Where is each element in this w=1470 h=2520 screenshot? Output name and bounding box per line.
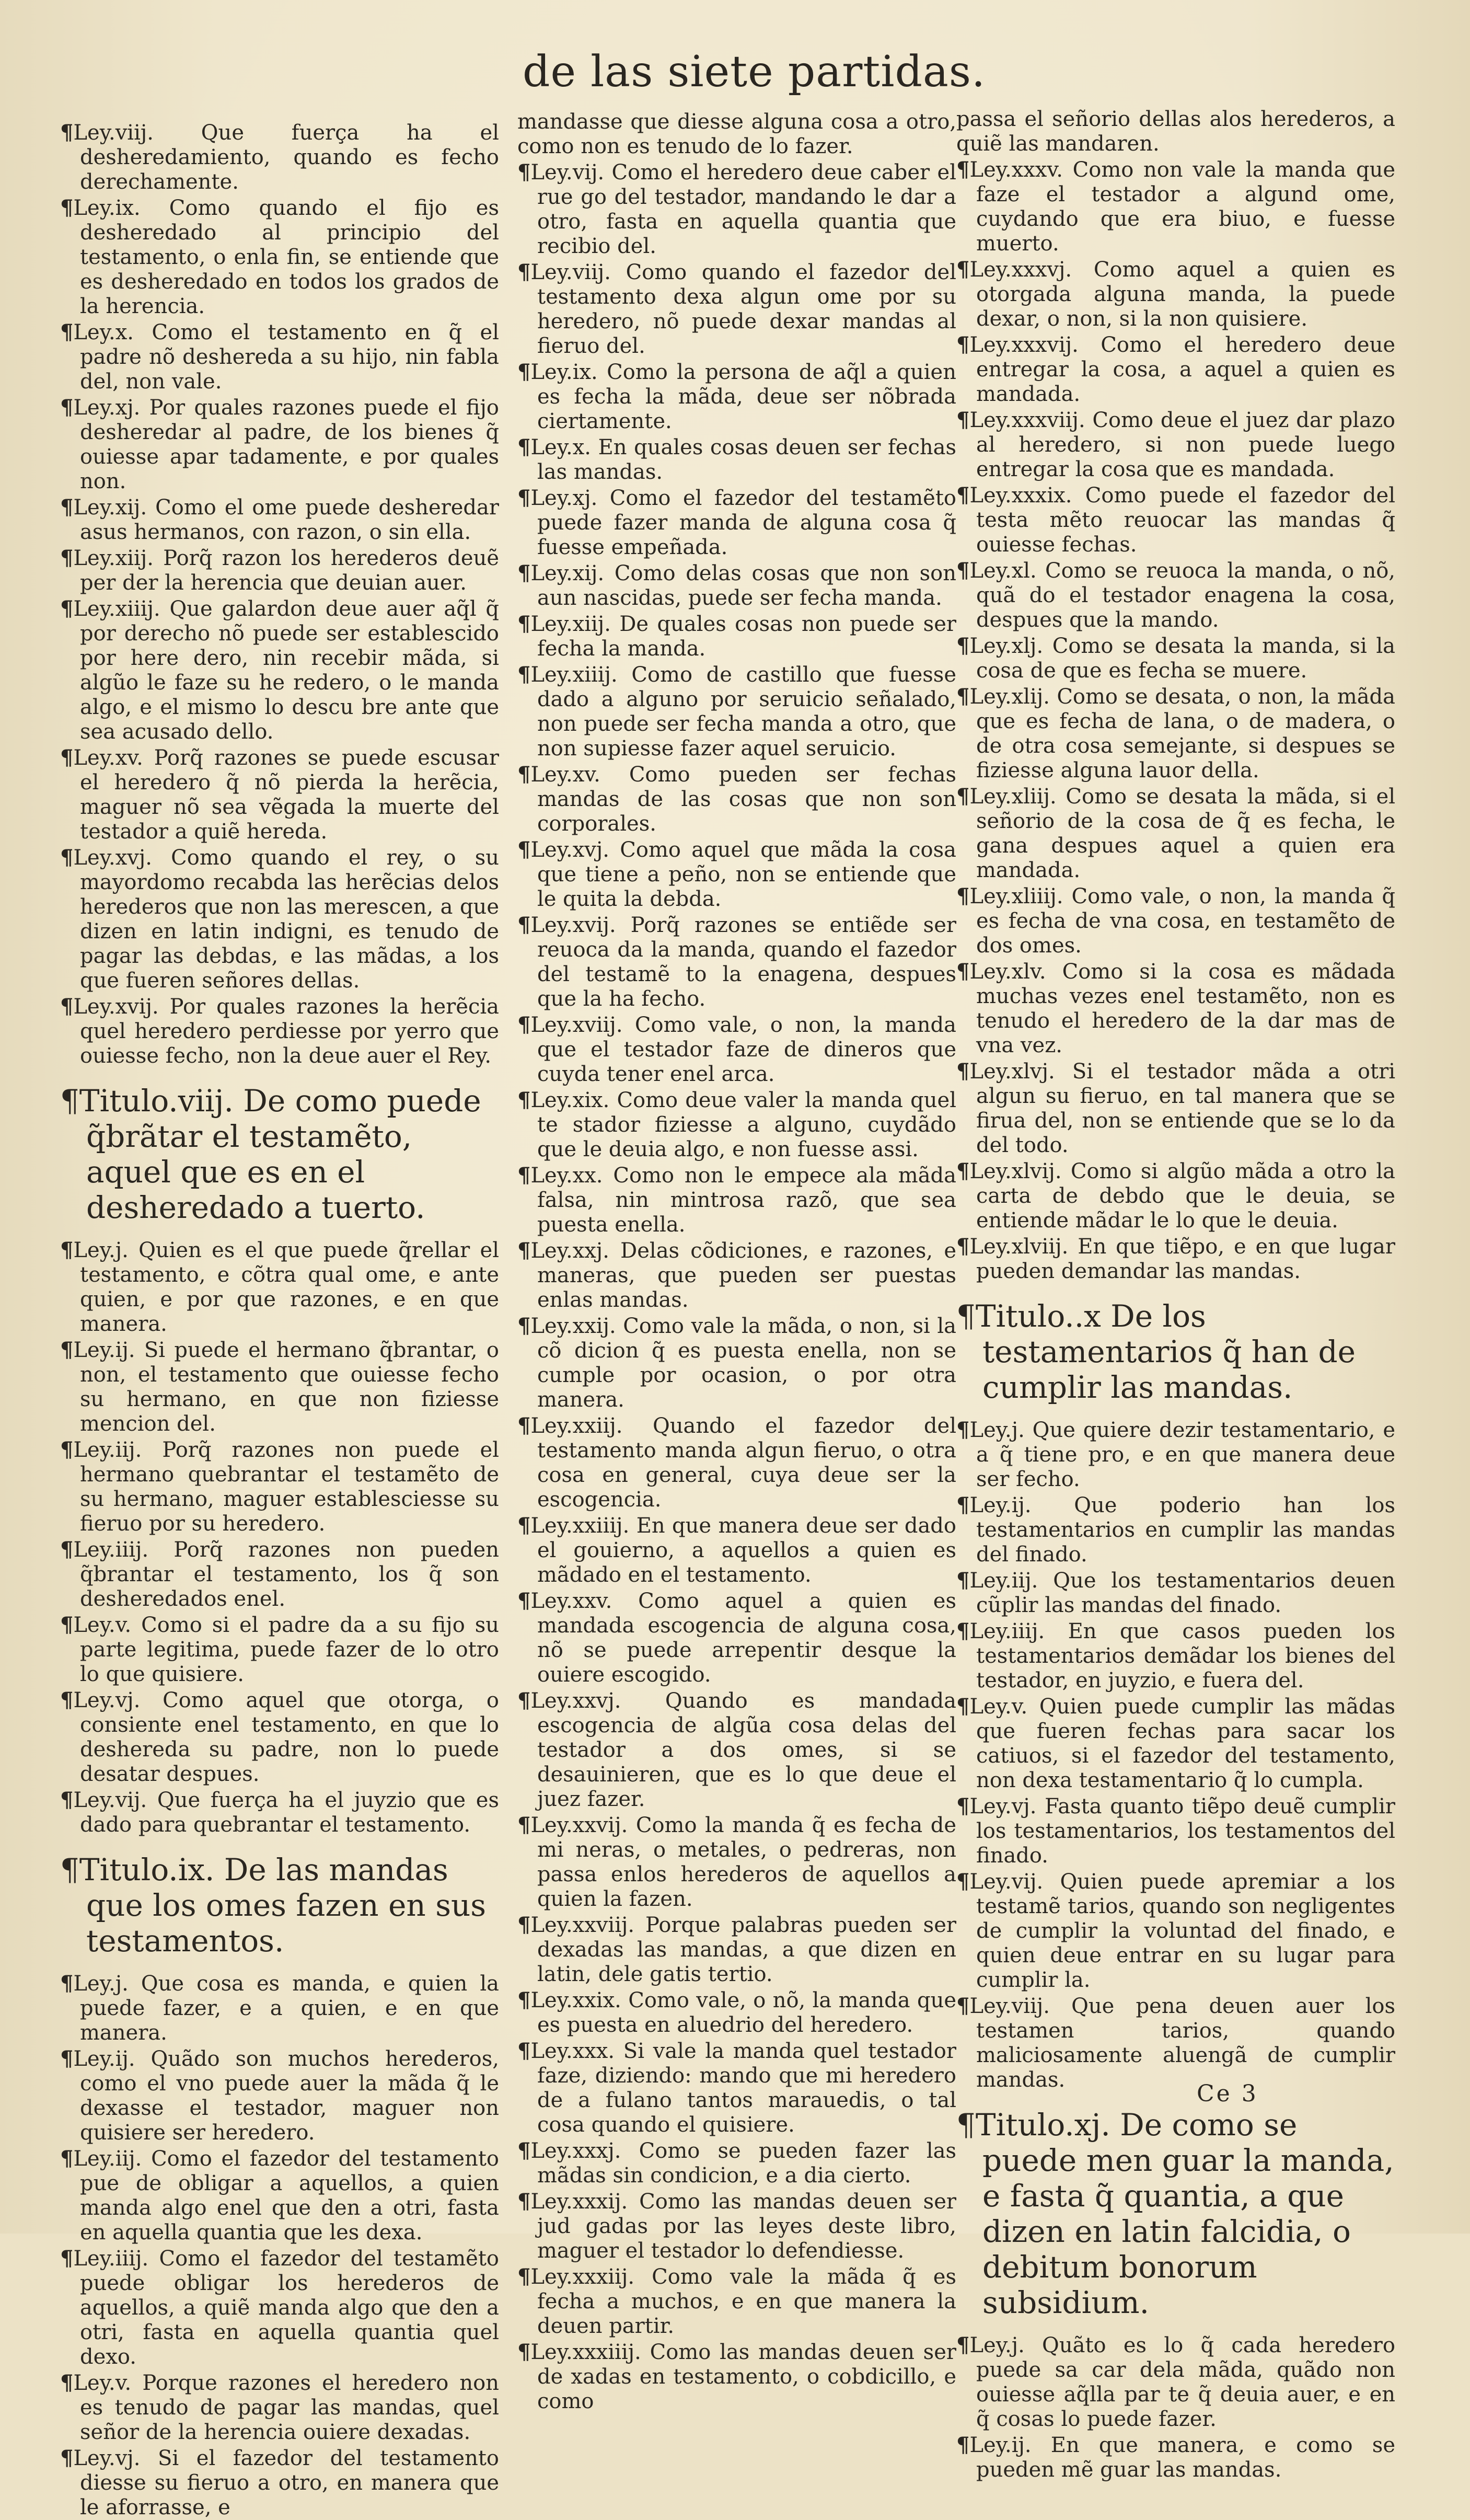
law-entry	[60, 2046, 499, 2145]
law-entry	[517, 837, 956, 912]
entry-text: Ley.xlvij. Como si algũo mãda a otro la carta de debdo que le deuia, se entiende mãdar le lo que le deuia.	[969, 1159, 1395, 1233]
entry-text: Ley.ij. Quãdo son muchos herederos, como el vno puede auer la mãda q̃ le dexasse el testador, maguer non quisiere ser heredero.	[73, 2047, 499, 2145]
law-entry	[956, 558, 1395, 632]
law-entry	[517, 1988, 956, 2038]
pilcrow-icon: ¶	[60, 1788, 74, 1812]
pilcrow-icon: ¶	[956, 884, 970, 908]
pilcrow-icon: ¶	[517, 1913, 531, 1937]
entry-text: Ley.j. Que cosa es manda, e quien la puede fazer, e a quien, e en que manera.	[73, 1972, 499, 2045]
entry-text: Ley.xiiij. Como de castillo que fuesse dado a alguno por seruicio señalado, non puede ser fecha manda a otro, que non supiesse fazer aquel seruicio.	[530, 663, 956, 761]
law-entry	[517, 1163, 956, 1237]
pilcrow-icon: ¶	[956, 157, 970, 182]
pilcrow-icon: ¶	[517, 612, 531, 636]
entry-text: Ley.vj. Fasta quanto tiẽpo deuẽ cumplir los testamentarios, los testamentos del finado.	[969, 1794, 1395, 1868]
law-entry	[956, 884, 1395, 958]
entry-text: Ley.ix. Como quando el fijo es desheredado al principio del testamento, o enla fin, se entiende que es desheredado en todos los grados de la herencia.	[73, 196, 499, 318]
entry-text: Ley.xvij. Porq̃ razones se entiẽde ser reuoca da la manda, quando el fazedor del testamẽ to la enagena, despues que la ha fecho.	[530, 913, 956, 1011]
entry-text: Ley.iij. Porq̃ razones non puede el hermano quebrantar el testamẽto de su hermano, maguer establesciesse su fieruo por su heredero.	[73, 1438, 499, 1536]
entry-text: Ley.xv. Porq̃ razones se puede escusar el heredero q̃ nõ pierda la herẽcia, maguer nõ sea vẽgada la muerte del testador a quiẽ hereda.	[73, 746, 499, 844]
pilcrow-icon: ¶	[60, 2146, 74, 2171]
entry-text: Ley.xx. Como non le empece ala mãda falsa, nin mintrosa razõ, que sea puesta enella.	[530, 1164, 956, 1237]
law-entry	[60, 320, 499, 394]
law-entry	[60, 745, 499, 844]
pilcrow-icon: ¶	[956, 784, 970, 809]
pilcrow-icon: ¶	[956, 1298, 976, 1334]
entry-text: Ley.iiij. Porq̃ razones non pueden q̃brantar el testamento, los q̃ son desheredados enel.	[73, 1538, 499, 1611]
law-entry	[956, 1059, 1395, 1158]
column-left	[60, 120, 499, 2519]
entry-text: Ley.xxj. Delas cõdiciones, e razones, e maneras, que pueden ser puestas enlas mandas.	[530, 1239, 956, 1312]
entry-text: Ley.xix. Como deue valer la manda quel te stador fiziesse a alguno, cuydãdo que le deuia algo, e non fuesse assi.	[530, 1088, 956, 1161]
law-entry	[517, 1913, 956, 1987]
law-entry	[60, 994, 499, 1068]
pilcrow-icon: ¶	[517, 837, 531, 862]
law-entry	[956, 1794, 1395, 1868]
entry-text: Ley.xxv. Como aquel a quien es mandada escogencia de alguna cosa, nõ se puede arrepentir desque la ouiere escogido.	[530, 1589, 956, 1687]
law-entry	[956, 784, 1395, 883]
law-entry	[956, 257, 1395, 331]
law-entry	[517, 1513, 956, 1587]
column-middle	[517, 110, 956, 2413]
entry-text: Ley.xlviij. En que tiẽpo, e en que lugar pueden demandar las mandas.	[969, 1235, 1395, 1283]
entry-text: Ley.xxxj. Como se pueden fazer las mãdas sin condicion, e a dia cierto.	[530, 2139, 956, 2188]
entry-text: Ley.vj. Si el fazedor del testamento diesse su fieruo a otro, en manera que le aforrasse, e	[73, 2446, 499, 2519]
entry-text: Ley.xij. Como el ome puede desheredar asus hermanos, con razon, o sin ella.	[73, 496, 499, 544]
entry-text: Ley.xxxvij. Como el heredero deue entregar la cosa, a aquel a quien es mandada.	[969, 333, 1395, 406]
law-entry	[956, 2333, 1395, 2432]
entry-text: Ley.xlj. Como se desata la manda, si la cosa de que es fecha se muere.	[969, 634, 1395, 683]
law-entry	[517, 435, 956, 485]
entry-text: Ley.xxiij. Quando el fazedor del testamento manda algun fieruo, o otra cosa en general, cuya deue ser la escogencia.	[530, 1414, 956, 1512]
law-entry	[517, 2264, 956, 2339]
pilcrow-icon: ¶	[517, 2138, 531, 2163]
law-entry	[956, 157, 1395, 256]
pilcrow-icon: ¶	[517, 2264, 531, 2289]
pilcrow-icon: ¶	[956, 408, 970, 432]
pilcrow-icon: ¶	[60, 1537, 74, 1562]
pilcrow-icon: ¶	[956, 1869, 970, 1894]
law-entry	[60, 495, 499, 545]
entry-text: Ley.xvj. Como aquel que mãda la cosa que tiene a peño, non se entiende que le quita la debda.	[530, 838, 956, 911]
entry-text: Ley.ij. Que poderio han los testamentarios en cumplir las mandas del finado.	[969, 1493, 1395, 1567]
pilcrow-icon: ¶	[956, 2107, 976, 2143]
pilcrow-icon: ¶	[60, 1437, 74, 1462]
entry-text: Ley.xl. Como se reuoca la manda, o nõ, quã do el testador enagena la cosa, despues que la mando.	[969, 559, 1395, 632]
law-entry	[60, 2146, 499, 2245]
pilcrow-icon: ¶	[956, 1159, 970, 1183]
law-entry	[517, 1813, 956, 1912]
entry-text: Ley.xxxvj. Como aquel a quien es otorgada alguna manda, la puede dexar, o non, si la non quisiere.	[969, 258, 1395, 331]
law-entry	[956, 1568, 1395, 1618]
pilcrow-icon: ¶	[60, 395, 74, 420]
entry-text: Titulo.viij. De como puede q̃brãtar el testamẽto, aquel que es en el desheredado a tuerto.	[79, 1083, 481, 1225]
pilcrow-icon: ¶	[956, 257, 970, 282]
signature-mark: Ce 3	[1197, 2080, 1258, 2107]
entry-text: Ley.xxxiij. Como vale la mãda q̃ es fecha a muchos, e en que manera la deuen partir.	[530, 2265, 956, 2338]
entry-text: Ley.xxvj. Quando es mandada escogencia de algũa cosa delas del testador a dos omes, si se desauinieren, que es lo que deue el juez fazer.	[530, 1689, 956, 1811]
pilcrow-icon: ¶	[956, 558, 970, 583]
pilcrow-icon: ¶	[517, 1088, 531, 1112]
pilcrow-icon: ¶	[517, 762, 531, 787]
pilcrow-icon: ¶	[517, 260, 531, 284]
entry-text: Ley.xiij. De quales cosas non puede ser fecha la manda.	[530, 612, 956, 661]
law-entry	[60, 1437, 499, 1536]
pilcrow-icon: ¶	[956, 2433, 970, 2457]
law-entry	[956, 332, 1395, 407]
law-entry	[60, 596, 499, 744]
pilcrow-icon: ¶	[517, 1988, 531, 2012]
entry-text: Ley.xvj. Como quando el rey, o su mayordomo recabda las herẽcias delos herederos que non las merescen, a que dizen en latin indigni, es tenudo de pagar las debdas, e las mãdas, a los que fueren señores dellas.	[73, 846, 499, 993]
law-entry	[517, 1314, 956, 1412]
pilcrow-icon: ¶	[517, 1314, 531, 1338]
pilcrow-icon: ¶	[60, 120, 74, 145]
pilcrow-icon: ¶	[517, 1163, 531, 1188]
pilcrow-icon: ¶	[956, 1234, 970, 1259]
law-entry	[956, 1619, 1395, 1693]
pilcrow-icon: ¶	[60, 320, 74, 344]
pilcrow-icon: ¶	[956, 1994, 970, 2018]
entry-text: Ley.v. Como si el padre da a su fijo su parte legitima, puede fazer de lo otro lo que quisiere.	[73, 1613, 499, 1686]
entry-text: Ley.xlij. Como se desata, o non, la mãda que es fecha de lana, o de madera, o de otra cosa semejante, si despues se fiziesse alguna lauor della.	[969, 685, 1395, 783]
entry-text: Ley.xxx. Si vale la manda quel testador faze, diziendo: mando que mi heredero de a fulano tantos marauedis, o tal cosa quando el quisiere.	[530, 2039, 956, 2137]
law-entry	[517, 2189, 956, 2263]
law-entry	[517, 612, 956, 661]
law-entry	[517, 2039, 956, 2137]
pilcrow-icon: ¶	[956, 684, 970, 709]
entry-text: Ley.xj. Por quales razones puede el fijo desheredar al padre, de los bienes q̃ ouiesse apar tadamente, e por quales non.	[73, 396, 499, 493]
law-entry	[60, 120, 499, 194]
pilcrow-icon: ¶	[956, 483, 970, 508]
pilcrow-icon: ¶	[956, 2333, 970, 2357]
entry-text: Ley.xvij. Por quales razones la herẽcia quel heredero perdiesse por yerro que ouiesse fecho, non la deue auer el Rey.	[73, 995, 499, 1068]
entry-text: Ley.vj. Como aquel que otorga, o consiente enel testamento, en que lo deshereda su padre, non lo puede desatar despues.	[73, 1688, 499, 1786]
entry-text: Ley.xliiij. Como vale, o non, la manda q̃ es fecha de vna cosa, en testamẽto de dos omes.	[969, 884, 1395, 958]
law-entry	[517, 1589, 956, 1687]
law-entry	[956, 959, 1395, 1058]
pilcrow-icon: ¶	[956, 1794, 970, 1819]
continued-text	[956, 107, 1395, 156]
pilcrow-icon: ¶	[517, 561, 531, 585]
pilcrow-icon: ¶	[956, 1568, 970, 1593]
pilcrow-icon: ¶	[517, 913, 531, 937]
entry-text: Ley.ij. Si puede el hermano q̃brantar, o non, el testamento que ouiesse fecho su hermano, en que non fiziesse mencion del.	[73, 1338, 499, 1436]
entry-text: Ley.ix. Como la persona de aq̃l a quien es fecha la mãda, deue ser nõbrada ciertamente.	[530, 360, 956, 433]
law-entry	[60, 546, 499, 595]
pilcrow-icon: ¶	[517, 1813, 531, 1837]
entry-text: Ley.v. Porque razones el heredero non es tenudo de pagar las mandas, quel señor de la herencia ouiere dexadas.	[73, 2371, 499, 2444]
entry-text: Ley.j. Que quiere dezir testamentario, e a q̃ tiene pro, e en que manera deue ser fecho.	[969, 1418, 1395, 1491]
entry-text: Ley.ij. En que manera, e como se pueden mẽ guar las mandas.	[969, 2433, 1395, 2482]
pilcrow-icon: ¶	[517, 1413, 531, 1438]
pilcrow-icon: ¶	[60, 1688, 74, 1712]
law-entry	[60, 395, 499, 494]
law-entry	[60, 1788, 499, 1837]
pilcrow-icon: ¶	[60, 2046, 74, 2071]
section-title	[60, 1852, 499, 1959]
entry-text: Ley.xxix. Como vale, o nõ, la manda que es puesta en aluedrio del heredero.	[530, 1988, 956, 2037]
pilcrow-icon: ¶	[517, 1238, 531, 1263]
pilcrow-icon: ¶	[517, 1012, 531, 1037]
law-entry	[956, 1994, 1395, 2092]
entry-text: Ley.xlvj. Si el testador mãda a otri algun su fieruo, en tal manera que se firua del, non se entiende que se lo da del todo.	[969, 1060, 1395, 1157]
running-header: de las siete partidas.	[523, 47, 986, 97]
pilcrow-icon: ¶	[517, 160, 531, 185]
pilcrow-icon: ¶	[956, 332, 970, 357]
law-entry	[60, 2246, 499, 2369]
law-entry	[517, 561, 956, 611]
pilcrow-icon: ¶	[60, 994, 74, 1019]
entry-text: Ley.xiij. Porq̃ razon los herederos deuẽ per der la herencia que deuian auer.	[73, 546, 499, 595]
entry-text: mandasse que diesse alguna cosa a otro, como non es tenudo de lo fazer.	[517, 110, 956, 158]
law-entry	[60, 1338, 499, 1436]
entry-text: Ley.xv. Como pueden ser fechas mandas de las cosas que non son corporales.	[530, 763, 956, 836]
entry-text: Ley.xxvij. Como la manda q̃ es fecha de mi neras, o metales, o pedreras, non passa enlos herederos de aquellos a quien la fazen.	[530, 1813, 956, 1911]
entry-text: Titulo..x De los testamentarios q̃ han de cumplir las mandas.	[975, 1298, 1356, 1405]
law-entry	[517, 2138, 956, 2188]
pilcrow-icon: ¶	[60, 1238, 74, 1262]
law-entry	[956, 684, 1395, 783]
law-entry	[517, 762, 956, 836]
law-entry	[517, 1238, 956, 1313]
entry-text: Ley.xliij. Como se desata la mãda, si el señorio de la cosa de q̃ es fecha, le gana despues aquel a quien era mandada.	[969, 785, 1395, 882]
entry-text: Ley.xxxij. Como las mandas deuen ser jud gadas por las leyes deste libro, maguer el testador lo defendiesse.	[530, 2190, 956, 2263]
law-entry	[956, 1694, 1395, 1793]
pilcrow-icon: ¶	[60, 845, 74, 870]
pilcrow-icon: ¶	[60, 495, 74, 520]
law-entry	[517, 1688, 956, 1812]
pilcrow-icon: ¶	[60, 1971, 74, 1996]
law-entry	[956, 408, 1395, 482]
entry-text: Ley.v. Quien puede cumplir las mãdas que fueren fechas para sacar los catiuos, si el fazedor del testamento, non dexa testamentario q̃ lo cumpla.	[969, 1695, 1395, 1792]
law-entry	[517, 913, 956, 1011]
pilcrow-icon: ¶	[517, 435, 531, 459]
entry-text: Ley.xxxviij. Como deue el juez dar plazo al heredero, si non puede luego entregar la cosa que es mandada.	[969, 408, 1395, 481]
pilcrow-icon: ¶	[956, 1694, 970, 1719]
entry-text: Ley.xviij. Como vale, o non, la manda que el testador faze de dineros que cuyda tener enel arca.	[530, 1013, 956, 1086]
entry-text: Ley.x. En quales cosas deuen ser fechas las mandas.	[530, 435, 956, 484]
law-entry	[60, 1971, 499, 2045]
pilcrow-icon: ¶	[60, 195, 74, 220]
entry-text: Ley.viij. Que fuerça ha el desheredamiento, quando es fecho derechamente.	[73, 121, 499, 194]
entry-text: Ley.iij. Como el fazedor del testamento pue de obligar a aquellos, a quien manda algo enel que den a otri, fasta en aquella quantia que les dexa.	[73, 2147, 499, 2245]
pilcrow-icon: ¶	[60, 2371, 74, 2395]
pilcrow-icon: ¶	[517, 2039, 531, 2063]
law-entry	[60, 2446, 499, 2520]
entry-text: Ley.xij. Como delas cosas que non son aun nascidas, puede ser fecha manda.	[530, 561, 956, 610]
pilcrow-icon: ¶	[956, 1619, 970, 1643]
law-entry	[60, 1537, 499, 1612]
pilcrow-icon: ¶	[60, 2246, 74, 2271]
pilcrow-icon: ¶	[60, 596, 74, 621]
law-entry	[60, 2371, 499, 2445]
law-entry	[956, 1869, 1395, 1993]
pilcrow-icon: ¶	[517, 2340, 531, 2364]
entry-text: Ley.xxij. Como vale la mãda, o non, si la cõ dicion q̃ es puesta enella, non se cumple por ocasion, o por otra manera.	[530, 1314, 956, 1412]
entry-text: Ley.iij. Que los testamentarios deuen cũplir las mandas del finado.	[969, 1569, 1395, 1617]
pilcrow-icon: ¶	[60, 1338, 74, 1362]
section-title	[956, 1298, 1395, 1405]
entry-text: Ley.j. Quãto es lo q̃ cada heredero puede sa car dela mãda, quãdo non ouiesse aq̃lla par te q̃ deuia auer, e en q̃ cosas lo puede fazer.	[969, 2333, 1395, 2431]
law-entry	[517, 1088, 956, 1162]
law-entry	[517, 1012, 956, 1087]
law-entry	[956, 1493, 1395, 1567]
law-entry	[60, 1688, 499, 1787]
law-entry	[956, 483, 1395, 557]
pilcrow-icon: ¶	[517, 1589, 531, 1613]
pilcrow-icon: ¶	[60, 1852, 79, 1888]
pilcrow-icon: ¶	[956, 634, 970, 658]
pilcrow-icon: ¶	[517, 1688, 531, 1713]
law-entry	[956, 1234, 1395, 1284]
entry-text: Ley.viij. Como quando el fazedor del testamento dexa algun ome por su heredero, nõ puede dexar mandas al fieruo del.	[530, 260, 956, 358]
entry-text: Ley.j. Quien es el que puede q̃rellar el testamento, e cõtra qual ome, e ante quien, e por que razones, e en que manera.	[73, 1238, 499, 1336]
pilcrow-icon: ¶	[517, 360, 531, 384]
law-entry	[517, 160, 956, 259]
entry-text: Ley.xxxiiij. Como las mandas deuen ser de xadas en testamento, o cobdicillo, e como	[530, 2340, 956, 2413]
entry-text: Ley.vij. Que fuerça ha el juyzio que es dado para quebrantar el testamento.	[73, 1788, 499, 1837]
law-entry	[517, 1413, 956, 1512]
pilcrow-icon: ¶	[517, 662, 531, 687]
entry-text: Titulo.ix. De las mandas que los omes fazen en sus testamentos.	[79, 1852, 487, 1959]
law-entry	[60, 195, 499, 319]
law-entry	[60, 1613, 499, 1687]
entry-text: Ley.xxxix. Como puede el fazedor del testa mẽto reuocar las mandas q̃ ouiesse fechas.	[969, 484, 1395, 557]
pilcrow-icon: ¶	[956, 1418, 970, 1442]
continued-text	[517, 110, 956, 159]
entry-text: Ley.iiij. Como el fazedor del testamẽto puede obligar los herederos de aquellos, a quiẽ manda algo que den a otri, fasta en aquella quantia quel dexo.	[73, 2247, 499, 2369]
law-entry	[517, 662, 956, 761]
section-title	[60, 1083, 499, 1225]
entry-text: Ley.viij. Que pena deuen auer los testamen tarios, quando maliciosamente aluengã de cumplir mandas.	[969, 1994, 1395, 2092]
law-entry	[517, 360, 956, 434]
entry-text: Titulo.xj. De como se puede men guar la manda, e fasta q̃ quantia, a que dizen en latin falcidia, o debitum bonorum subsidium.	[975, 2107, 1394, 2320]
entry-text: Ley.xj. Como el fazedor del testamẽto puede fazer manda de alguna cosa q̃ fuesse empeñada.	[530, 486, 956, 559]
pilcrow-icon: ¶	[517, 486, 531, 510]
pilcrow-icon: ¶	[60, 546, 74, 570]
entry-text: Ley.xxxv. Como non vale la manda que faze el testador a algund ome, cuydando que era biuo, e fuesse muerto.	[969, 158, 1395, 256]
law-entry	[517, 486, 956, 560]
entry-text: Ley.xxiiij. En que manera deue ser dado el gouierno, a aquellos a quien es mãdado en el testamento.	[530, 1514, 956, 1587]
law-entry	[956, 2433, 1395, 2482]
entry-text: Ley.xxviij. Porque palabras pueden ser dexadas las mandas, a que dizen en latin, dele gatis tertio.	[530, 1913, 956, 1986]
pilcrow-icon: ¶	[956, 1493, 970, 1517]
law-entry	[517, 260, 956, 359]
law-entry	[956, 634, 1395, 683]
section-title	[956, 2107, 1395, 2320]
entry-text: Ley.vij. Como el heredero deue caber el rue go del testador, mandando le dar a otro, fasta en aquella quantia que recibio del.	[530, 160, 956, 258]
law-entry	[60, 1238, 499, 1337]
entry-text: passa el señorio dellas alos herederos, a quiẽ las mandaren.	[956, 107, 1395, 156]
pilcrow-icon: ¶	[517, 1513, 531, 1538]
pilcrow-icon: ¶	[60, 1613, 74, 1637]
pilcrow-icon: ¶	[60, 1083, 79, 1119]
law-entry	[956, 1418, 1395, 1492]
pilcrow-icon: ¶	[60, 745, 74, 770]
entry-text: Ley.vij. Quien puede apremiar a los testamẽ tarios, quando son negligentes de cumplir la voluntad del finado, e quien deue entrar en su lugar para cumplir la.	[969, 1870, 1395, 1992]
pilcrow-icon: ¶	[517, 2189, 531, 2214]
law-entry	[60, 845, 499, 993]
law-entry	[517, 2340, 956, 2414]
entry-text: Ley.xlv. Como si la cosa es mãdada muchas vezes enel testamẽto, non es tenudo el heredero de la dar mas de vna vez.	[969, 960, 1395, 1057]
pilcrow-icon: ¶	[60, 2446, 74, 2470]
pilcrow-icon: ¶	[956, 1059, 970, 1084]
law-entry	[956, 1159, 1395, 1233]
entry-text: Ley.x. Como el testamento en q̃ el padre nõ deshereda a su hijo, nin fabla del, non vale.	[73, 320, 499, 394]
entry-text: Ley.xiiij. Que galardon deue auer aq̃l q̃ por derecho nõ puede ser establescido por here dero, nin recebir mãda, si algũo le faze su he redero, o le manda algo, e el mismo lo descu bre ante que sea acusado dello.	[73, 597, 499, 744]
pilcrow-icon: ¶	[956, 959, 970, 984]
entry-text: Ley.iiij. En que casos pueden los testamentarios demãdar los bienes del testador, en juyzio, e fuera del.	[969, 1619, 1395, 1693]
